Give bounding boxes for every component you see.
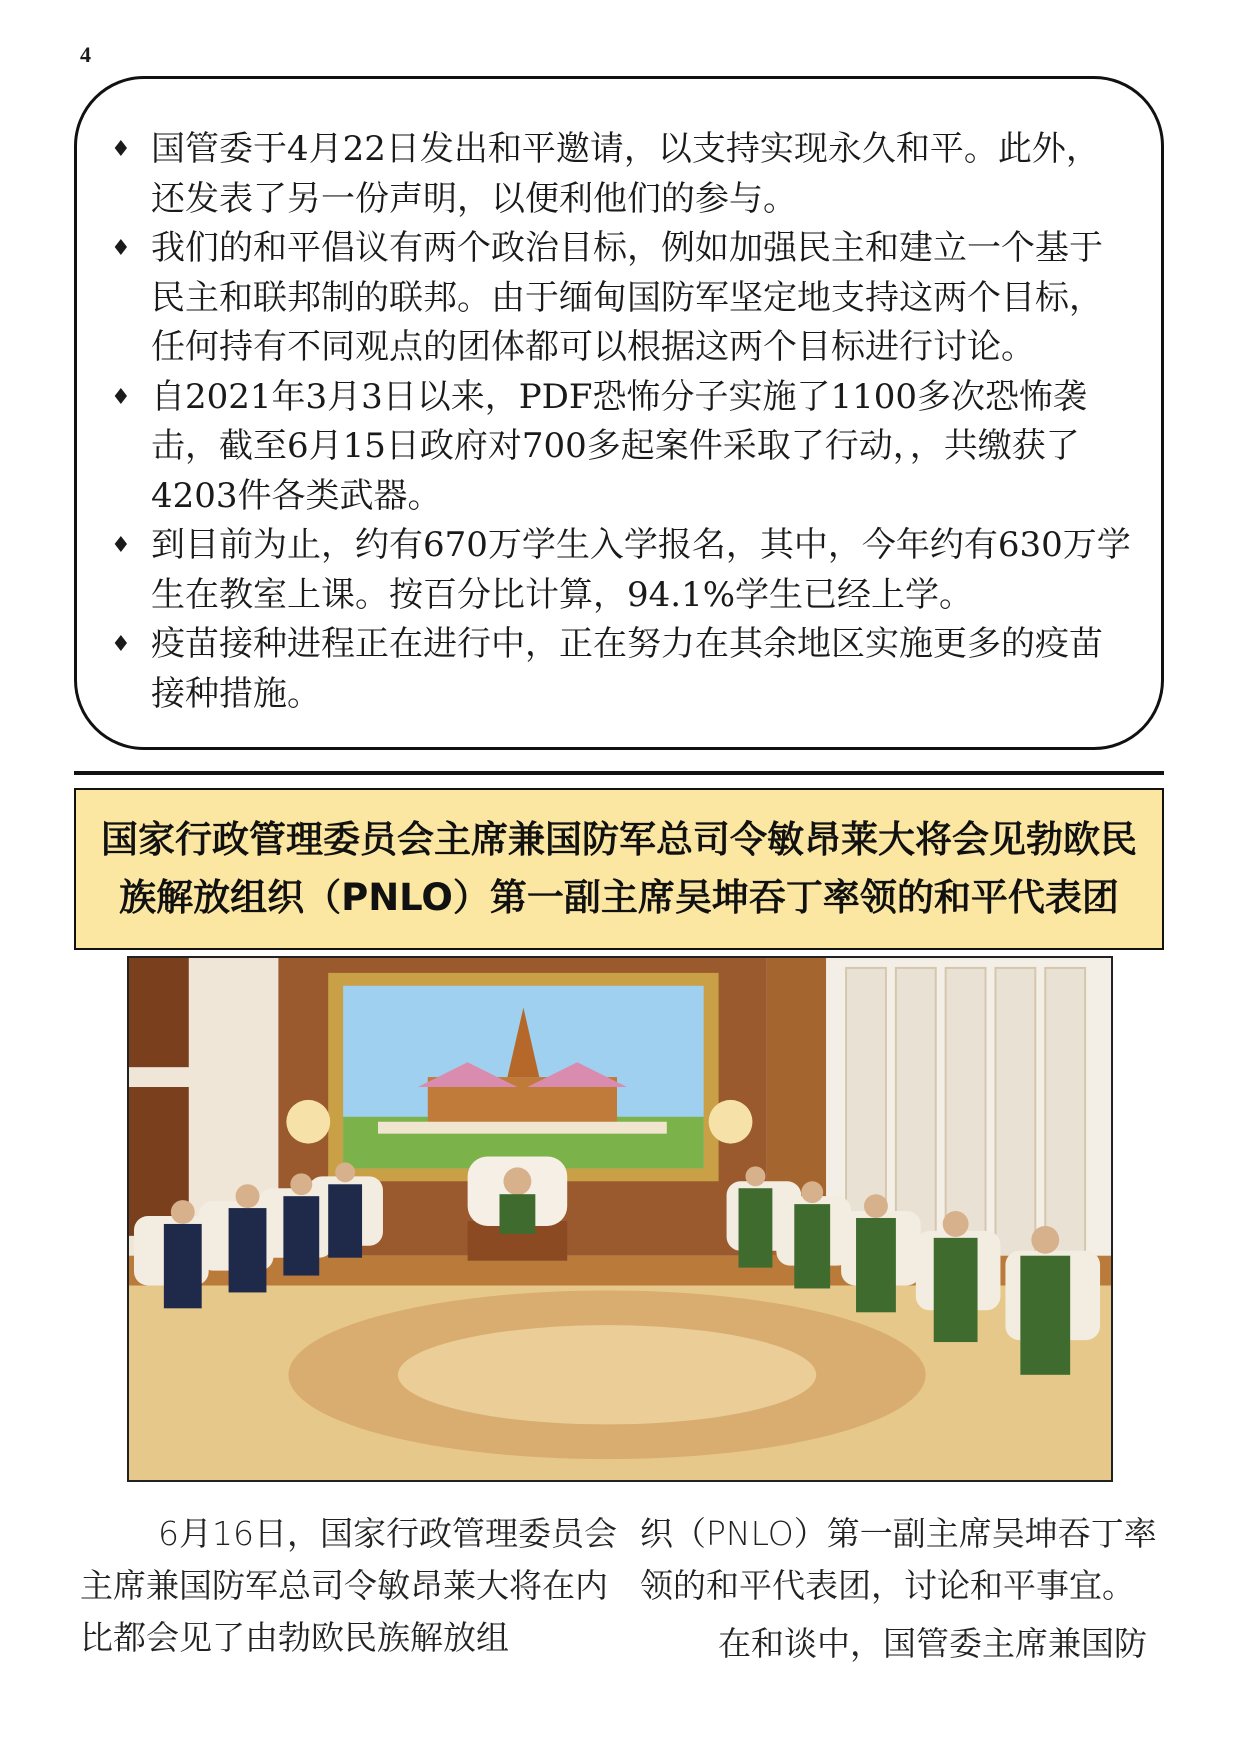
meeting-photo <box>127 956 1113 1482</box>
headline-banner <box>74 788 1164 950</box>
bullet-text: 到目前为止，约有670万学生入学报名，其中，今年约有630万学生在教室上课。按百分比计算，94.1%学生已经上学。 <box>151 525 1131 615</box>
diamond-bullet-icon: ♦ <box>111 632 131 657</box>
bullet-text: 国管委于4月22日发出和平邀请，以支持实现永久和平。此外，还发表了另一份声明，以便利他们的参与。 <box>151 129 1100 219</box>
diamond-bullet-icon: ♦ <box>111 384 131 410</box>
headline: 国家行政管理委员会主席兼国防军总司令敏昂莱大将会见勃欧民族解放组织（PNLO）第一副主席吴坤吞丁率领的和平代表团 <box>101 818 1137 919</box>
caption-left-column: 6月16日，国家行政管理委员会主席兼国防军总司令敏昂莱大将在内比都会见了由勃欧民族解放组 <box>80 1514 617 1657</box>
caption-right-column <box>640 1508 1160 1670</box>
bullet-item <box>111 125 1131 224</box>
diamond-bullet-icon: ♦ <box>111 533 131 558</box>
diamond-bullet-icon: ♦ <box>111 137 131 162</box>
bullet-text: 我们的和平倡议有两个政治目标，例如加强民主和建立一个基于民主和联邦制的联邦。由于缅甸国防军坚定地支持这两个目标，任何持有不同观点的团体都可以根据这两个目标进行讨论。 <box>151 228 1103 367</box>
bullet-item <box>111 224 1131 373</box>
bullet-list <box>111 125 1131 719</box>
caption-right-paragraph: 在和谈中，国管委主席兼国防 <box>718 1624 1147 1663</box>
bullet-item <box>111 373 1131 522</box>
bullet-text: 自2021年3月3日以来，PDF恐怖分子实施了1100多次恐怖袭击，截至6月15日政府对700多起案件采取了行动，，共缴获了4203件各类武器。 <box>151 376 1088 516</box>
meeting-photo-illustration <box>129 958 1111 1480</box>
caption-right-text: 织（PNLO）第一副主席吴坤吞丁率领的和平代表团，讨论和平事宜。 <box>640 1514 1157 1605</box>
diamond-bullet-icon: ♦ <box>111 236 131 261</box>
bullet-text: 疫苗接种进程正在进行中，正在努力在其余地区实施更多的疫苗接种措施。 <box>151 624 1103 714</box>
page-number: 4 <box>80 42 91 67</box>
bullet-item <box>111 620 1131 719</box>
bullet-item <box>111 521 1131 620</box>
summary-box <box>74 76 1164 750</box>
section-divider <box>74 771 1164 775</box>
